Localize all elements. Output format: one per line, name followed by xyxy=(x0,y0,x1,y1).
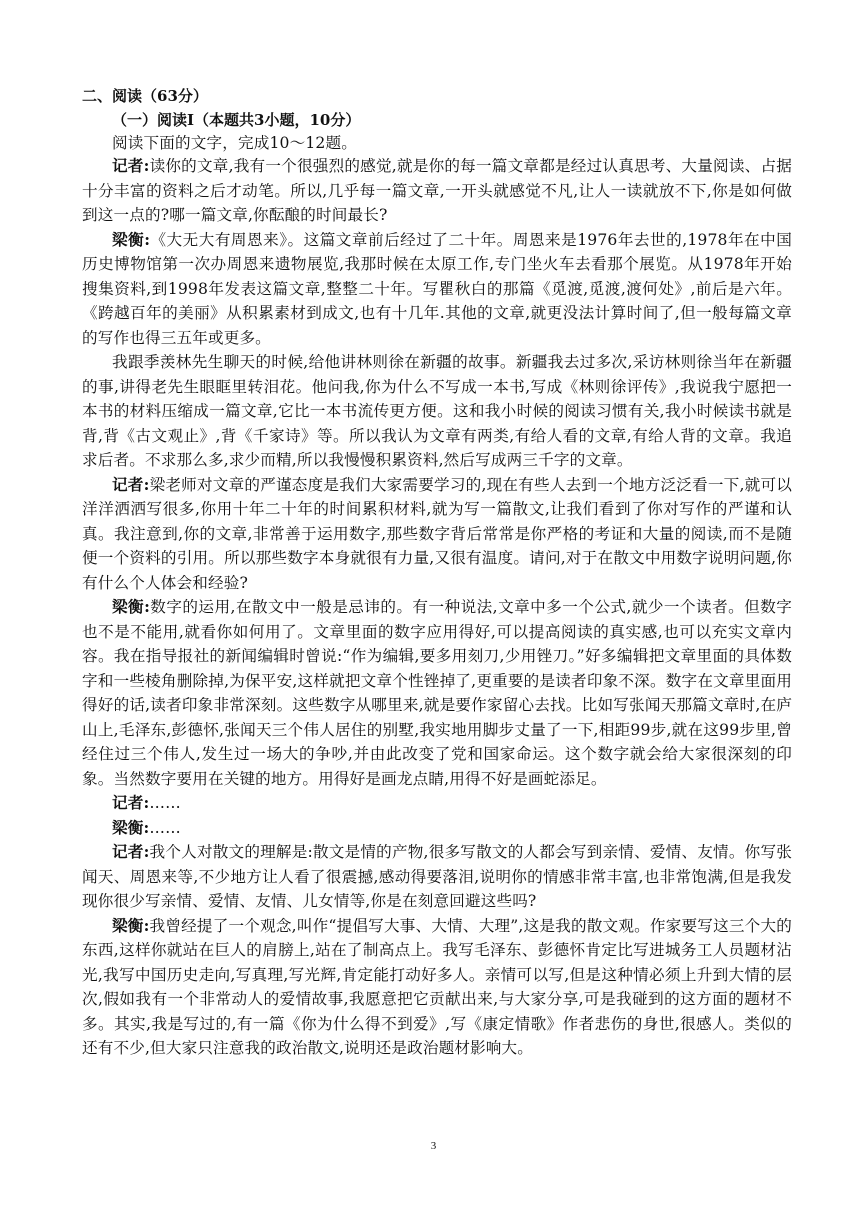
speaker-label: 记者: xyxy=(112,474,150,494)
paragraph-interview-a3 xyxy=(82,816,792,841)
paragraph-interview-q4 xyxy=(82,840,792,914)
speaker-label: 梁衡: xyxy=(112,229,151,249)
paragraph-text: 我个人对散文的理解是:散文是情的产物,很多写散文的人都会写到亲情、爱情、友情。你写张闻天、周恩来等,不少地方让人看了很震撼,感动得要落泪,说明你的情感非常丰富,也非常饱满,但是我发现你很少写亲情、爱情、友情、儿女情等,你是在刻意回避这些吗? xyxy=(82,843,793,910)
paragraph-interview-a1 xyxy=(82,228,792,351)
paragraph-text: 《大无大有周恩来》。这篇文章前后经过了二十年。周恩来是1976年去世的,1978年在中国历史博物馆第一次办周恩来遗物展览,我那时候在太原工作,专门坐火车去看那个展览。从1978年开始搜集资料,到1998年发表这篇文章,整整二十年。写瞿秋白的那篇《觅渡,觅渡,渡何处》,前后是六年。《跨越百年的美丽》从积累素材到成文,也有十几年.其他的文章,就更没法计算时间了,但一般每篇文章的写作也得三五年或更多。 xyxy=(82,230,792,347)
instruction-text: 阅读下面的文字，完成10～12题。 xyxy=(112,134,357,152)
speaker-label: 梁衡: xyxy=(112,597,150,616)
speaker-label: 记者: xyxy=(112,842,150,861)
paragraph-text: 数字的运用,在散文中一般是忌讳的。有一种说法,文章中多一个公式,就少一个读者。但数字也不是不能用,就看你如何用了。文章里面的数字应用得好,可以提高阅读的真实感,也可以充实文章内容。我在指导报社的新闻编辑时曾说:“作为编辑,要多用刻刀,少用锉刀。”好多编辑把文章里面的具体数字和一些棱角删除掉,为保平安,这样就把文章个性锉掉了,更重要的是读者印象不深。数字在文章里面用得好的话,读者印象非常深刻。这些数字从哪里来,就是要作家留心去找。比如写张闻天那篇文章时,在庐山上,毛泽东,彭德怀,张闻天三个伟人居住的别墅,我实地用脚步丈量了一下,相距99步,就在这99步里,曾经住过三个伟人,发生过一场大的争吵,并由此改变了党和国家命运。这个数字就会给大家很深刻的印象。当然数字要用在关键的地方。用得好是画龙点睛,用得不好是画蛇添足。 xyxy=(82,598,792,788)
paragraph-interview-q3 xyxy=(82,791,792,816)
paragraph-interview-a4 xyxy=(82,914,792,1061)
subsection-title: （一）阅读Ⅰ（本题共3小题，10分） xyxy=(112,111,361,129)
paragraph-text: 读你的文章,我有一个很强烈的感觉,就是你的每一篇文章都是经过认真思考、大量阅读、占据十分丰富的资料之后才动笔。所以,几乎每一篇文章,一开头就感觉不凡,让人一读就放不下,你是如何做到这一点的?哪一篇文章,你酝酿的时间最长? xyxy=(82,157,792,224)
paragraph-text: …… xyxy=(149,794,181,812)
page-number: 3 xyxy=(430,1140,437,1152)
speaker-label: 记者: xyxy=(112,793,150,812)
paragraph-text: 我跟季羡林先生聊天的时候,给他讲林则徐在新疆的故事。新疆我去过多次,采访林则徐当年在新疆的事,讲得老先生眼眶里转泪花。他问我,你为什么不写成一本书,写成《林则徐评传》,我说我宁愿把一本书的材料压缩成一篇文章,它比一本书流传更方便。这和我小时候的阅读习惯有关,我小时候读书就是背,背《古文观止》,背《千家诗》等。所以我认为文章有两类,有给人看的文章,有给人背的文章。我追求后者。不求那么多,求少而精,所以我慢慢积累资料,然后写成两三千字的文章。 xyxy=(82,353,792,469)
paragraph-interview-q2 xyxy=(82,473,792,596)
paragraph-text: 我曾经提了一个观念,叫作“提倡写大事、大情、大理”,这是我的散文观。作家要写这三个大的东西,这样你就站在巨人的肩膀上,站在了制高点上。我写毛泽东、彭德怀肯定比写进城务工人员题材沾光,我写中国历史走向,写真理,写光辉,肯定能打动好多人。亲情可以写,但是这种情必须上升到大情的层次,假如我有一个非常动人的爱情故事,我愿意把它贡献出来,与大家分享,可是我碰到的这方面的题材不多。其实,我是写过的,有一篇《你为什么得不到爱》,写《康定情歌》作者悲伤的身世,很感人。类似的还有不少,但大家只注意我的政治散文,说明还是政治题材影响大。 xyxy=(82,916,792,1057)
speaker-label: 梁衡: xyxy=(112,817,150,837)
paragraph-text: …… xyxy=(149,818,181,837)
paragraph-text: 梁老师对文章的严谨态度是我们大家需要学习的,现在有些人去到一个地方泛泛看一下,就可以洋洋洒洒写很多,你用十年二十年的时间累积材料,就为写一篇散文,让我们看到了你对写作的严谨和认真。我注意到,你的文章,非常善于运用数字,那些数字背后常常是你严格的考证和大量的阅读,而不是随便一个资料的引用。所以那些数字本身就很有力量,又很有温度。请问,对于在散文中用数字说明问题,你有什么个人体会和经验? xyxy=(82,475,792,592)
section-title: 二、阅读（63分） xyxy=(82,87,208,105)
page-content xyxy=(82,84,792,1061)
paragraph-interview-a2 xyxy=(82,595,792,791)
paragraph-interview-a1-cont xyxy=(82,350,792,473)
speaker-label: 梁衡: xyxy=(112,915,150,935)
speaker-label: 记者: xyxy=(112,156,150,175)
paragraph-interview-q1 xyxy=(82,154,792,228)
